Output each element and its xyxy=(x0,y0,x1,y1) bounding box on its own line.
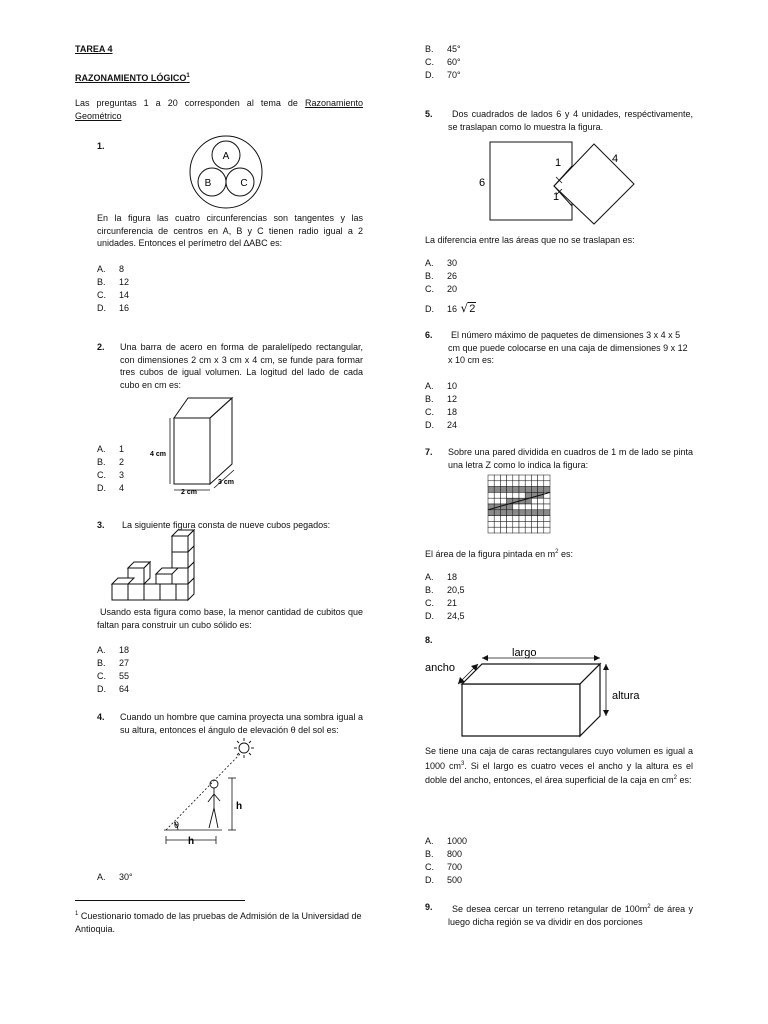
q2-option-letter: D. xyxy=(97,483,106,493)
q7-option-letter: D. xyxy=(425,611,434,621)
q7-grid-cell xyxy=(500,516,506,522)
q1-option-value: 14 xyxy=(119,290,130,300)
q2-label-4cm: 4 cm xyxy=(150,451,166,458)
q7-grid-cell xyxy=(525,521,531,527)
q3-option-value: 64 xyxy=(119,684,130,694)
q7-grid-cell xyxy=(519,475,525,481)
q7-grid-cell xyxy=(525,481,531,487)
q7-painted-cell xyxy=(525,492,531,498)
q7-grid-cell xyxy=(513,516,519,522)
q5-label-4: 4 xyxy=(612,153,619,165)
q6-number: 6. xyxy=(425,330,433,340)
q7-grid-cell xyxy=(500,481,506,487)
q7-painted-cell xyxy=(525,510,531,516)
q8-text-sup-b: 2 xyxy=(673,775,677,781)
q3-cube xyxy=(172,552,188,568)
q2-option-value: 1 xyxy=(119,444,125,454)
q7-painted-cell xyxy=(531,510,537,516)
q7-grid-cell xyxy=(519,521,525,527)
q7-grid-figure xyxy=(488,475,552,535)
q7-painted-cell xyxy=(544,510,550,516)
q7-painted-cell xyxy=(507,510,513,516)
section-title-text: RAZONAMIENTO LÓGICO xyxy=(75,73,187,83)
q4-option-a xyxy=(97,871,217,884)
q7-grid-cell xyxy=(500,527,506,533)
q9-text-sup: 2 xyxy=(647,904,651,910)
q4-sun-ray xyxy=(166,754,243,830)
q7-painted-cell xyxy=(538,510,544,516)
q4-option-b xyxy=(425,43,545,56)
q7-grid-cell xyxy=(544,498,550,504)
q7-grid-cell xyxy=(519,504,525,510)
q4-shadow-figure xyxy=(160,736,260,848)
q8-label-ancho: ancho xyxy=(425,662,455,674)
q3-option-b xyxy=(97,657,217,670)
q8-text-sup-a: 3 xyxy=(460,760,465,767)
q4-option-letter: A. xyxy=(97,872,106,882)
q7-painted-cell xyxy=(538,487,544,493)
q1-option-a xyxy=(97,263,217,276)
q7-option-d xyxy=(425,610,545,623)
q7-grid-cell xyxy=(494,521,500,527)
q2-option-a xyxy=(97,443,217,456)
q5-option-letter: B. xyxy=(425,271,434,281)
q6-option-a xyxy=(425,380,545,393)
q4-text: Cuando un hombre que camina proyecta una sombra igual a su altura, entonces el ángulo de elevación θ del sol es: xyxy=(120,712,363,735)
q5-option-value: 26 xyxy=(447,271,458,281)
q7-text2-end: es: xyxy=(558,549,573,559)
q5-option-value: 16 xyxy=(447,304,458,314)
q6-option-d xyxy=(425,419,545,432)
q7-grid-cell xyxy=(538,516,544,522)
q2-number: 2. xyxy=(97,342,105,352)
q3-cube xyxy=(112,584,128,600)
q7-grid-cell xyxy=(507,527,513,533)
q8-option-letter: B. xyxy=(425,849,434,859)
q3-option-d xyxy=(97,683,217,696)
q4-option-letter: D. xyxy=(425,70,434,80)
q7-grid-cell xyxy=(507,516,513,522)
q7-grid-cell xyxy=(500,498,506,504)
intro-text xyxy=(75,97,363,122)
q7-text2 xyxy=(425,546,693,561)
q7-grid-cell xyxy=(519,516,525,522)
q4-number: 4. xyxy=(97,712,105,722)
q1-label-c: C xyxy=(240,178,248,189)
q4-label-h-vertical: h xyxy=(236,801,243,812)
footnote-divider xyxy=(75,900,245,901)
q4-option-letter: C. xyxy=(425,57,434,67)
q7-option-letter: C. xyxy=(425,598,434,608)
q7-grid-cell xyxy=(531,521,537,527)
q7-text: Sobre una pared dividida en cuadros de 1 m de lado se pinta una letra Z como lo indica la figura: xyxy=(448,447,693,470)
q6-option-letter: D. xyxy=(425,420,434,430)
q7-grid-cell xyxy=(500,492,506,498)
q2-option-letter: B. xyxy=(97,457,106,467)
footnote xyxy=(75,908,363,935)
q3-number: 3. xyxy=(97,520,105,530)
q7-grid-cell xyxy=(519,527,525,533)
q7-painted-cell xyxy=(519,487,525,493)
q6-option-letter: C. xyxy=(425,407,434,417)
q6-option-value: 18 xyxy=(447,407,458,417)
q7-grid-cell xyxy=(531,481,537,487)
q4-option-value: 70° xyxy=(447,70,461,80)
q4-option-c xyxy=(425,56,545,69)
q7-grid-cell xyxy=(538,475,544,481)
q7-grid-cell xyxy=(538,504,544,510)
q3-cube xyxy=(144,584,160,600)
q8-option-value: 500 xyxy=(447,875,463,885)
q7-grid-cell xyxy=(488,481,494,487)
q5-option-letter: D. xyxy=(425,304,434,314)
q8-text xyxy=(425,745,693,787)
q7-option-c xyxy=(425,597,545,610)
q1-option-letter: B. xyxy=(97,277,106,287)
q7-option-value: 21 xyxy=(447,598,458,608)
q2-option-value: 4 xyxy=(119,483,125,493)
q7-painted-cell xyxy=(507,504,513,510)
q7-grid-cell xyxy=(494,475,500,481)
q7-painted-cell xyxy=(507,487,513,493)
q2-text: Una barra de acero en forma de paralelípedo rectangular, con dimensiones 2 cm x 3 cm x 4 cm, se funde para formar tres cubos de igual volumen. La logitud del lado de cada cubo en cm es: xyxy=(120,342,363,390)
q1-option-letter: C. xyxy=(97,290,106,300)
q8-option-letter: D. xyxy=(425,875,434,885)
q5-number: 5. xyxy=(425,109,433,119)
q7-grid-cell xyxy=(513,475,519,481)
q3-cube xyxy=(176,584,188,600)
q2-option-d xyxy=(97,482,217,495)
q7-grid-cell xyxy=(538,521,544,527)
q3-option-letter: A. xyxy=(97,645,106,655)
q8-option-d xyxy=(425,874,545,887)
q6-text: El número máximo de paquetes de dimensiones 3 x 4 x 5 cm que puede colocarse en una caja de dimensiones 9 x 12 x 10 cm es: xyxy=(448,330,688,365)
q4-option-value: 30° xyxy=(119,872,133,882)
q7-grid-cell xyxy=(544,521,550,527)
q7-painted-cell xyxy=(500,510,506,516)
q5-text2: La diferencia entre las áreas que no se traslapan es: xyxy=(425,235,635,245)
q3-option-value: 55 xyxy=(119,671,130,681)
q7-grid-cell xyxy=(531,527,537,533)
q7-grid-cell xyxy=(525,516,531,522)
footnote-ref: 1 xyxy=(186,73,190,79)
q8-option-a xyxy=(425,835,545,848)
q7-option-a xyxy=(425,571,545,584)
q3-option-a xyxy=(97,644,217,657)
q8-text-part-c: es: xyxy=(677,775,692,785)
q8-number: 8. xyxy=(425,635,433,645)
q7-painted-cell xyxy=(531,487,537,493)
q3-option-value: 27 xyxy=(119,658,130,668)
q7-grid-cell xyxy=(544,516,550,522)
q8-text-part-b: . Si el largo es cuatro veces el ancho y la altura es el doble del ancho, entonces, el área superficial de la caja en cm xyxy=(425,760,693,785)
q7-grid-cell xyxy=(494,527,500,533)
q8-text-part-a: Se tiene una caja de caras rectangulares cuyo volumen es igual a 1000 cm xyxy=(425,746,693,771)
q7-grid-cell xyxy=(538,527,544,533)
q7-grid-cell xyxy=(488,498,494,504)
q6-option-value: 10 xyxy=(447,381,458,391)
q7-grid-cell xyxy=(544,475,550,481)
man-icon xyxy=(208,780,220,828)
q8-label-largo: largo xyxy=(512,647,537,659)
q6-option-value: 24 xyxy=(447,420,458,430)
q2-option-letter: A. xyxy=(97,444,106,454)
q7-grid-cell xyxy=(525,504,531,510)
q7-painted-cell xyxy=(488,510,494,516)
q7-grid-cell xyxy=(507,475,513,481)
page-title: TAREA 4 xyxy=(75,44,113,54)
q1-option-value: 12 xyxy=(119,277,130,287)
q7-grid-cell xyxy=(513,521,519,527)
q7-option-letter: B. xyxy=(425,585,434,595)
footnote-text: Cuestionario tomado de las pruebas de Admisión de la Universidad de Antioquia. xyxy=(75,911,362,934)
q6-option-c xyxy=(425,406,545,419)
q8-option-b xyxy=(425,848,545,861)
q7-grid-cell xyxy=(513,527,519,533)
q7-grid-cell xyxy=(494,516,500,522)
q7-painted-cell xyxy=(544,487,550,493)
q7-grid-cell xyxy=(494,481,500,487)
q7-grid-cell xyxy=(488,475,494,481)
q4-option-value: 45° xyxy=(447,44,461,54)
q4-option-d xyxy=(425,69,545,82)
q1-circle-b xyxy=(198,168,226,196)
q1-option-c xyxy=(97,289,217,302)
q3-text: La siguiente figura consta de nueve cubos pegados: xyxy=(122,520,331,530)
q8-option-letter: C. xyxy=(425,862,434,872)
q1-outer-circle xyxy=(190,136,262,208)
q5-option-letter: A. xyxy=(425,258,434,268)
q7-painted-cell xyxy=(513,510,519,516)
q7-painted-cell xyxy=(488,487,494,493)
q5-option-a xyxy=(425,257,545,270)
q5-label-1-top: 1 xyxy=(555,157,562,169)
q4-option-letter: B. xyxy=(425,44,434,54)
q5-option-value: 20 xyxy=(447,284,458,294)
q7-option-value: 18 xyxy=(447,572,458,582)
q5-text: Dos cuadrados de lados 6 y 4 unidades, respéctivamente, se traslapan como lo muestra la figura. xyxy=(448,109,693,132)
q7-option-value: 20,5 xyxy=(447,585,465,595)
q7-grid-cell xyxy=(488,521,494,527)
q2-bar-top xyxy=(174,398,232,418)
q7-grid-cell xyxy=(544,527,550,533)
q7-grid-cell xyxy=(500,475,506,481)
q5-option-letter: C. xyxy=(425,284,434,294)
q8-option-value: 800 xyxy=(447,849,463,859)
q2-label-2cm: 2 cm xyxy=(181,489,197,496)
q7-grid-cell xyxy=(513,481,519,487)
q7-painted-cell xyxy=(500,487,506,493)
q1-circles-figure xyxy=(188,134,264,210)
q4-label-h-horizontal: h xyxy=(188,836,195,847)
q5-option-b xyxy=(425,270,545,283)
q3-text2: Usando esta figura como base, la menor cantidad de cubitos que faltan para construir un cubo sólido es: xyxy=(97,607,363,630)
q7-grid-cell xyxy=(494,492,500,498)
q6-option-letter: A. xyxy=(425,381,434,391)
q4-option-value: 60° xyxy=(447,57,461,67)
q6-option-b xyxy=(425,393,545,406)
q7-grid-cell xyxy=(531,498,537,504)
q7-grid-cell xyxy=(513,504,519,510)
q7-grid-cell xyxy=(544,481,550,487)
intro-topic-link: Razonamiento Geométrico xyxy=(75,98,363,121)
q1-option-letter: D. xyxy=(97,303,106,313)
q5-label-1-bottom: 1 xyxy=(553,191,560,203)
q9-number: 9. xyxy=(425,902,433,912)
q7-grid-cell xyxy=(531,504,537,510)
q7-number: 7. xyxy=(425,447,433,457)
q3-cubes-figure xyxy=(108,530,198,600)
q8-option-value: 700 xyxy=(447,862,463,872)
q7-grid-cell xyxy=(488,527,494,533)
q6-option-letter: B. xyxy=(425,394,434,404)
q7-painted-cell xyxy=(525,487,531,493)
q7-grid-cell xyxy=(507,521,513,527)
q5-option-c xyxy=(425,283,545,296)
q7-grid-cell xyxy=(531,516,537,522)
q3-option-letter: C. xyxy=(97,671,106,681)
q3-cube xyxy=(160,584,176,600)
q8-box-top xyxy=(462,664,600,684)
q7-painted-cell xyxy=(494,487,500,493)
footnote-number: 1 xyxy=(75,911,79,917)
q7-grid-cell xyxy=(519,492,525,498)
q3-option-letter: D. xyxy=(97,684,106,694)
q2-option-c xyxy=(97,469,217,482)
q7-grid-cell xyxy=(488,516,494,522)
q2-option-letter: C. xyxy=(97,470,106,480)
q8-option-letter: A. xyxy=(425,836,434,846)
q8-option-value: 1000 xyxy=(447,836,468,846)
q1-option-b xyxy=(97,276,217,289)
q2-label-3cm: 3 cm xyxy=(218,479,234,486)
q1-option-value: 16 xyxy=(119,303,130,313)
q9-text xyxy=(448,901,693,928)
q3-cube xyxy=(128,584,144,600)
q7-grid-cell xyxy=(538,481,544,487)
q7-grid-cell xyxy=(488,492,494,498)
q1-option-value: 8 xyxy=(119,264,125,274)
q5-option-value: 30 xyxy=(447,258,458,268)
sqrt-icon: √ xyxy=(460,301,469,315)
q7-grid-cell xyxy=(494,498,500,504)
q8-label-altura: altura xyxy=(612,690,640,702)
q7-grid-cell xyxy=(500,521,506,527)
q3-option-letter: B. xyxy=(97,658,106,668)
q7-grid-cell xyxy=(525,475,531,481)
q7-grid-cell xyxy=(544,504,550,510)
q7-option-b xyxy=(425,584,545,597)
q7-text2-sup: 2 xyxy=(555,549,559,555)
q3-option-value: 18 xyxy=(119,645,130,655)
section-title xyxy=(75,70,190,85)
q1-option-letter: A. xyxy=(97,264,106,274)
q1-label-a: A xyxy=(222,151,230,162)
q8-option-c xyxy=(425,861,545,874)
q7-option-letter: A. xyxy=(425,572,434,582)
q7-option-value: 24,5 xyxy=(447,611,465,621)
q3-option-c xyxy=(97,670,217,683)
q1-text: En la figura las cuatro circunferencias son tangentes y las circunferencia de centros en A, B y C tienen radio igual a 2 unidades. Entonces el perímetro del ∆ABC es: xyxy=(97,213,363,248)
q7-grid-cell xyxy=(531,475,537,481)
sun-icon xyxy=(234,738,254,758)
q1-label-b: B xyxy=(204,178,212,189)
q5-squares-figure xyxy=(476,140,642,226)
q2-option-b xyxy=(97,456,217,469)
q7-grid-cell xyxy=(513,492,519,498)
q7-grid-cell xyxy=(507,492,513,498)
q7-grid-cell xyxy=(507,481,513,487)
q9-text-part-b: de área y luego dicha región se va dividir en dos porciones xyxy=(448,904,693,927)
q7-painted-cell xyxy=(519,510,525,516)
q1-number: 1. xyxy=(97,141,105,151)
q2-option-value: 3 xyxy=(119,470,125,480)
q7-grid-cell xyxy=(525,527,531,533)
q4-label-theta: θ xyxy=(174,820,180,830)
q7-text2-lead: El área de la figura pintada en m xyxy=(425,549,556,559)
q7-grid-cell xyxy=(538,498,544,504)
q6-option-value: 12 xyxy=(447,394,458,404)
intro-text-lead: Las preguntas 1 a 20 corresponden al tema de xyxy=(75,98,305,108)
q7-painted-cell xyxy=(513,487,519,493)
q5-label-6: 6 xyxy=(479,177,486,189)
q2-option-value: 2 xyxy=(119,457,125,467)
q7-grid-cell xyxy=(519,481,525,487)
q3-cube xyxy=(172,536,188,552)
q1-option-d xyxy=(97,302,217,315)
q7-painted-cell xyxy=(494,510,500,516)
q9-text-part-a: Se desea cercar un terreno retangular de 100m xyxy=(452,904,648,914)
q8-box-figure xyxy=(424,644,704,742)
q5-option-d xyxy=(425,302,545,316)
q8-box-front xyxy=(462,684,580,736)
q5-option-d-radicand: 2 xyxy=(469,303,476,315)
